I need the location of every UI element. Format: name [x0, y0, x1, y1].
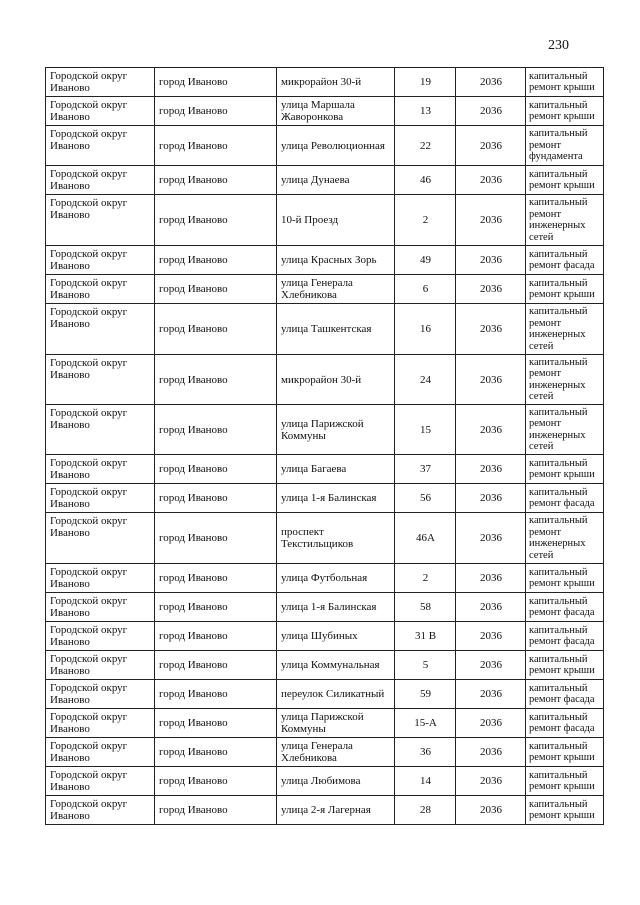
cell-year: 2036 — [456, 355, 526, 405]
cell-house-number: 46 — [395, 166, 456, 195]
cell-year: 2036 — [456, 246, 526, 275]
table-row — [46, 484, 604, 513]
cell-okrug: Городской округ Иваново — [46, 709, 155, 738]
cell-okrug: Городской округ Иваново — [46, 126, 155, 166]
cell-house-number: 46А — [395, 513, 456, 564]
cell-street: проспект Текстильщиков — [277, 513, 395, 564]
cell-city: город Иваново — [155, 97, 277, 126]
cell-house-number: 37 — [395, 455, 456, 484]
cell-work-type: капитальный ремонт фундамента — [526, 126, 604, 166]
cell-okrug: Городской округ Иваново — [46, 405, 155, 455]
table-row — [46, 97, 604, 126]
table-row — [46, 680, 604, 709]
cell-okrug: Городской округ Иваново — [46, 513, 155, 564]
cell-street: улица Коммунальная — [277, 651, 395, 680]
cell-street: улица Багаева — [277, 455, 395, 484]
cell-city: город Иваново — [155, 455, 277, 484]
cell-street: улица Любимова — [277, 767, 395, 796]
cell-city: город Иваново — [155, 405, 277, 455]
cell-city: город Иваново — [155, 738, 277, 767]
table-row — [46, 796, 604, 825]
cell-city: город Иваново — [155, 593, 277, 622]
cell-house-number: 15 — [395, 405, 456, 455]
table-row — [46, 405, 604, 455]
cell-work-type: капитальный ремонт крыши — [526, 651, 604, 680]
cell-house-number: 22 — [395, 126, 456, 166]
table-row — [46, 275, 604, 304]
cell-year: 2036 — [456, 126, 526, 166]
cell-street: улица Футбольная — [277, 564, 395, 593]
cell-house-number: 16 — [395, 304, 456, 355]
cell-year: 2036 — [456, 304, 526, 355]
table-row — [46, 709, 604, 738]
cell-work-type: капитальный ремонт крыши — [526, 796, 604, 825]
cell-year: 2036 — [456, 622, 526, 651]
cell-work-type: капитальный ремонт инженерных сетей — [526, 304, 604, 355]
table-body — [46, 68, 604, 825]
cell-street: улица Ташкентская — [277, 304, 395, 355]
cell-year: 2036 — [456, 68, 526, 97]
cell-work-type: капитальный ремонт крыши — [526, 738, 604, 767]
cell-year: 2036 — [456, 709, 526, 738]
cell-street: переулок Силикатный — [277, 680, 395, 709]
cell-city: город Иваново — [155, 680, 277, 709]
cell-work-type: капитальный ремонт крыши — [526, 166, 604, 195]
cell-house-number: 2 — [395, 195, 456, 246]
cell-okrug: Городской округ Иваново — [46, 195, 155, 246]
table-row — [46, 767, 604, 796]
cell-city: город Иваново — [155, 651, 277, 680]
cell-house-number: 24 — [395, 355, 456, 405]
cell-okrug: Городской округ Иваново — [46, 68, 155, 97]
cell-okrug: Городской округ Иваново — [46, 680, 155, 709]
table-row — [46, 738, 604, 767]
cell-year: 2036 — [456, 564, 526, 593]
cell-street: улица Красных Зорь — [277, 246, 395, 275]
cell-house-number: 58 — [395, 593, 456, 622]
table-row — [46, 593, 604, 622]
cell-work-type: капитальный ремонт крыши — [526, 455, 604, 484]
cell-year: 2036 — [456, 593, 526, 622]
cell-house-number: 13 — [395, 97, 456, 126]
cell-city: город Иваново — [155, 195, 277, 246]
cell-year: 2036 — [456, 738, 526, 767]
cell-year: 2036 — [456, 166, 526, 195]
table-row — [46, 246, 604, 275]
cell-year: 2036 — [456, 484, 526, 513]
cell-city: город Иваново — [155, 513, 277, 564]
table-row — [46, 166, 604, 195]
cell-work-type: капитальный ремонт фасада — [526, 709, 604, 738]
cell-work-type: капитальный ремонт фасада — [526, 246, 604, 275]
cell-work-type: капитальный ремонт инженерных сетей — [526, 405, 604, 455]
cell-city: город Иваново — [155, 304, 277, 355]
cell-street: улица Генерала Хлебникова — [277, 275, 395, 304]
cell-work-type: капитальный ремонт крыши — [526, 275, 604, 304]
cell-house-number: 49 — [395, 246, 456, 275]
cell-work-type: капитальный ремонт фасада — [526, 484, 604, 513]
cell-year: 2036 — [456, 97, 526, 126]
cell-work-type: капитальный ремонт крыши — [526, 564, 604, 593]
cell-street: улица 1-я Балинская — [277, 593, 395, 622]
cell-work-type: капитальный ремонт крыши — [526, 68, 604, 97]
cell-street: улица 1-я Балинская — [277, 484, 395, 513]
cell-city: город Иваново — [155, 126, 277, 166]
cell-year: 2036 — [456, 195, 526, 246]
repair-schedule-table — [45, 67, 604, 825]
cell-year: 2036 — [456, 796, 526, 825]
cell-city: город Иваново — [155, 709, 277, 738]
cell-okrug: Городской округ Иваново — [46, 651, 155, 680]
cell-work-type: капитальный ремонт инженерных сетей — [526, 195, 604, 246]
cell-house-number: 31 В — [395, 622, 456, 651]
cell-street: улица Генерала Хлебникова — [277, 738, 395, 767]
cell-house-number: 5 — [395, 651, 456, 680]
cell-street: улица Парижской Коммуны — [277, 709, 395, 738]
cell-okrug: Городской округ Иваново — [46, 484, 155, 513]
cell-street: микрорайон 30-й — [277, 355, 395, 405]
cell-year: 2036 — [456, 275, 526, 304]
cell-okrug: Городской округ Иваново — [46, 97, 155, 126]
cell-street: улица Парижской Коммуны — [277, 405, 395, 455]
table-row — [46, 513, 604, 564]
cell-street: 10-й Проезд — [277, 195, 395, 246]
table-row — [46, 68, 604, 97]
cell-work-type: капитальный ремонт фасада — [526, 622, 604, 651]
cell-okrug: Городской округ Иваново — [46, 593, 155, 622]
cell-okrug: Городской округ Иваново — [46, 796, 155, 825]
cell-street: улица Шубиных — [277, 622, 395, 651]
cell-okrug: Городской округ Иваново — [46, 355, 155, 405]
cell-city: город Иваново — [155, 564, 277, 593]
cell-okrug: Городской округ Иваново — [46, 767, 155, 796]
cell-work-type: капитальный ремонт фасада — [526, 593, 604, 622]
table-row — [46, 651, 604, 680]
cell-work-type: капитальный ремонт крыши — [526, 97, 604, 126]
cell-house-number: 59 — [395, 680, 456, 709]
cell-okrug: Городской округ Иваново — [46, 455, 155, 484]
cell-house-number: 6 — [395, 275, 456, 304]
cell-okrug: Городской округ Иваново — [46, 622, 155, 651]
table-row — [46, 455, 604, 484]
table-row — [46, 355, 604, 405]
cell-street: микрорайон 30-й — [277, 68, 395, 97]
cell-house-number: 56 — [395, 484, 456, 513]
cell-city: город Иваново — [155, 767, 277, 796]
cell-year: 2036 — [456, 651, 526, 680]
cell-house-number: 28 — [395, 796, 456, 825]
cell-city: город Иваново — [155, 484, 277, 513]
cell-okrug: Городской округ Иваново — [46, 564, 155, 593]
cell-city: город Иваново — [155, 246, 277, 275]
cell-work-type: капитальный ремонт инженерных сетей — [526, 513, 604, 564]
table-row — [46, 126, 604, 166]
cell-house-number: 14 — [395, 767, 456, 796]
cell-city: город Иваново — [155, 68, 277, 97]
cell-house-number: 36 — [395, 738, 456, 767]
cell-okrug: Городской округ Иваново — [46, 275, 155, 304]
cell-street: улица Дунаева — [277, 166, 395, 195]
table-row — [46, 564, 604, 593]
table-row — [46, 304, 604, 355]
cell-street: улица Маршала Жаворонкова — [277, 97, 395, 126]
table-row — [46, 622, 604, 651]
cell-city: город Иваново — [155, 355, 277, 405]
cell-year: 2036 — [456, 767, 526, 796]
cell-city: город Иваново — [155, 275, 277, 304]
cell-okrug: Городской округ Иваново — [46, 304, 155, 355]
cell-street: улица 2-я Лагерная — [277, 796, 395, 825]
cell-house-number: 15-А — [395, 709, 456, 738]
cell-house-number: 19 — [395, 68, 456, 97]
cell-city: город Иваново — [155, 166, 277, 195]
cell-street: улица Революционная — [277, 126, 395, 166]
cell-city: город Иваново — [155, 622, 277, 651]
cell-year: 2036 — [456, 513, 526, 564]
cell-year: 2036 — [456, 405, 526, 455]
cell-city: город Иваново — [155, 796, 277, 825]
cell-okrug: Городской округ Иваново — [46, 166, 155, 195]
cell-year: 2036 — [456, 455, 526, 484]
cell-house-number: 2 — [395, 564, 456, 593]
cell-okrug: Городской округ Иваново — [46, 246, 155, 275]
page-number: 230 — [548, 38, 569, 53]
cell-year: 2036 — [456, 680, 526, 709]
table-row — [46, 195, 604, 246]
cell-work-type: капитальный ремонт фасада — [526, 680, 604, 709]
cell-work-type: капитальный ремонт крыши — [526, 767, 604, 796]
cell-work-type: капитальный ремонт инженерных сетей — [526, 355, 604, 405]
cell-okrug: Городской округ Иваново — [46, 738, 155, 767]
